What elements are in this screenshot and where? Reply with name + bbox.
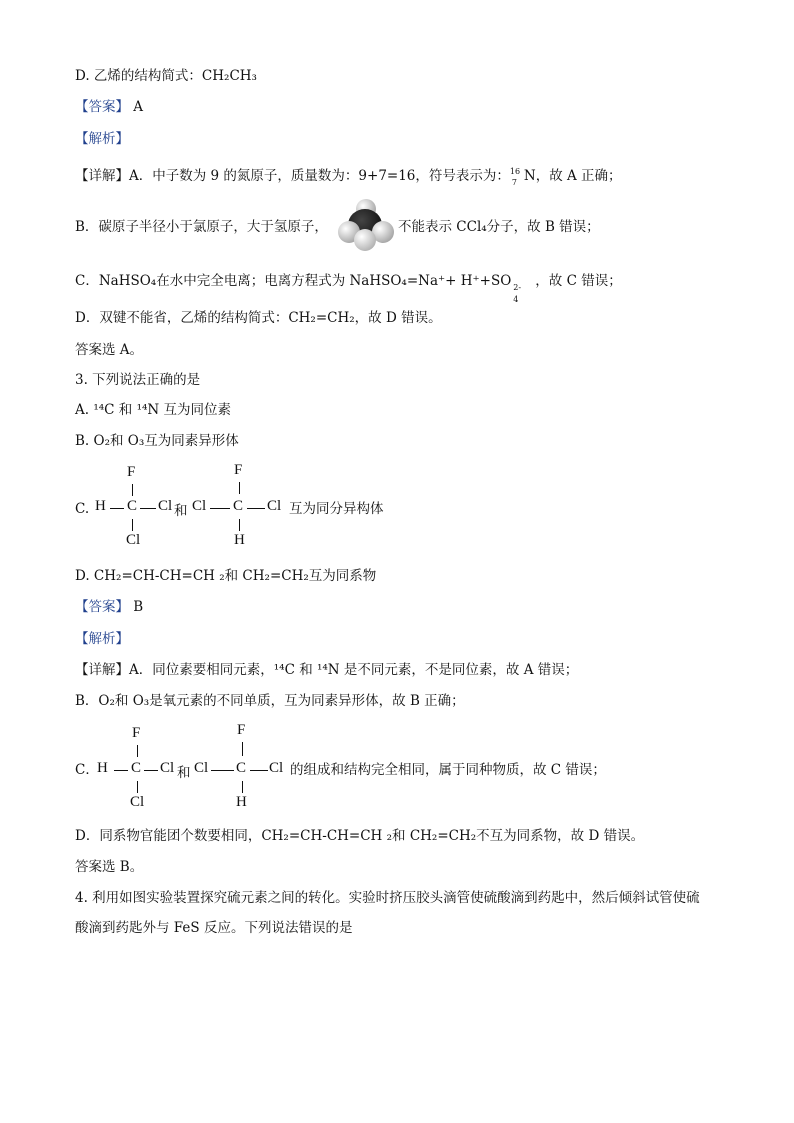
struct1-f: F xyxy=(127,464,136,480)
q2-analysis-tag: 【解析】 xyxy=(75,131,129,147)
bond xyxy=(247,508,265,509)
q3-detail-c-label: C． xyxy=(75,762,99,778)
struct2-cl-left: Cl xyxy=(192,498,207,514)
q2-option-d: D. 乙烯的结构简式：CH₂CH₃ xyxy=(75,68,257,84)
model-atom-bottom xyxy=(354,229,376,251)
bond xyxy=(132,519,133,531)
struct3-h: H xyxy=(97,760,108,776)
q3-option-c-label: C. xyxy=(75,501,90,517)
struct2-h: H xyxy=(234,532,245,548)
struct3-cl-bottom: Cl xyxy=(130,794,145,810)
q3-option-a: A. ¹⁴C 和 ¹⁴N 互为同位素 xyxy=(75,402,231,418)
struct3-cl: Cl xyxy=(160,760,175,776)
q3-detail-c-suffix: 的组成和结构完全相同，属于同种物质，故 C 错误； xyxy=(290,762,606,778)
struct4-cl-right: Cl xyxy=(269,760,284,776)
struct3-f: F xyxy=(132,725,141,741)
answer-value: B xyxy=(133,599,144,615)
q2-detail-a-text: A．中子数为 9 的氮原子，质量数为：9+7=16，符号表示为： xyxy=(129,168,510,184)
atomic-number: 7 xyxy=(511,178,517,187)
struct4-c: C xyxy=(236,760,247,776)
q3-option-b: B. O₂和 O₃互为同素异形体 xyxy=(75,433,239,449)
q3-analysis-tag: 【解析】 xyxy=(75,631,129,647)
q2-detail-c-end: ，故 C 错误； xyxy=(535,273,622,289)
bond xyxy=(239,519,240,531)
bond xyxy=(110,508,124,509)
bond xyxy=(210,508,230,509)
struct2-cl-right: Cl xyxy=(267,498,282,514)
q2-detail-a xyxy=(75,166,622,185)
mass-number: 16 xyxy=(509,167,521,176)
q2-choose: 答案选 A。 xyxy=(75,342,144,358)
methane-space-filling-model xyxy=(336,199,396,251)
q2-detail-c xyxy=(75,272,622,304)
bond xyxy=(137,781,138,793)
detail-tag: 【详解】 xyxy=(75,662,129,678)
struct2-c: C xyxy=(233,498,244,514)
q3-option-d: D. CH₂=CH-CH=CH ₂和 CH₂=CH₂互为同系物 xyxy=(75,568,377,584)
struct1-cl-bottom: Cl xyxy=(126,532,141,548)
q2-detail-b-end: 不能表示 CCl₄分子，故 B 错误； xyxy=(398,219,600,235)
q3-choose: 答案选 B。 xyxy=(75,859,144,875)
q3-detail-d: D．同系物官能团个数要相同，CH₂=CH-CH=CH ₂和 CH₂=CH₂不互为同系物，故 D 错误。 xyxy=(75,828,645,844)
bond xyxy=(132,484,133,496)
struct1-h: H xyxy=(95,498,106,514)
q3-stem: 3. 下列说法正确的是 xyxy=(75,372,201,388)
ion-charge-sup: 2- xyxy=(513,283,522,292)
detail-tag: 【详解】 xyxy=(75,168,129,184)
struct4-cl-left: Cl xyxy=(194,760,209,776)
q2-detail-b xyxy=(75,218,328,236)
struct3-c: C xyxy=(131,760,142,776)
struct-and: 和 xyxy=(174,503,188,519)
q3-detail-b: B．O₂和 O₃是氧元素的不同单质，互为同素异形体，故 B 正确； xyxy=(75,693,465,709)
q2-detail-b-text: B．碳原子半径小于氯原子，大于氢原子， xyxy=(75,219,328,235)
answer-value: A xyxy=(133,99,144,115)
q4-stem-line1: 4. 利用如图实验装置探究硫元素之间的转化。实验时挤压胶头滴管使硫酸滴到药匙中，然后倾斜试管使硫 xyxy=(75,890,700,906)
answer-tag: 【答案】 xyxy=(75,599,129,615)
ion-charge-sub: 4 xyxy=(513,295,519,304)
q2-detail-c-text: C．NaHSO₄在水中完全电离；电离方程式为 NaHSO₄=Na⁺+ H⁺+SO xyxy=(75,273,512,289)
bond xyxy=(211,770,234,771)
bond xyxy=(140,508,156,509)
q3-answer xyxy=(75,598,143,616)
q3-option-c-suffix: 互为同分异构体 xyxy=(289,501,384,517)
q2-detail-a-end: ，故 A 正确； xyxy=(535,168,622,184)
q2-detail-d: D．双键不能省，乙烯的结构简式：CH₂=CH₂，故 D 错误。 xyxy=(75,310,442,326)
q2-answer xyxy=(75,98,143,116)
answer-tag: 【答案】 xyxy=(75,99,129,115)
struct4-h: H xyxy=(236,794,247,810)
bond xyxy=(239,482,240,494)
q4-stem-line2: 酸滴到药匙外与 FeS 反应。下列说法错误的是 xyxy=(75,920,353,936)
bond xyxy=(114,770,128,771)
bond xyxy=(242,781,243,793)
struct1-cl: Cl xyxy=(158,498,173,514)
struct-and: 和 xyxy=(177,765,191,781)
struct1-c: C xyxy=(127,498,138,514)
bond xyxy=(144,770,158,771)
nuclide-symbol: N xyxy=(523,168,536,184)
bond xyxy=(137,745,138,757)
struct4-f: F xyxy=(237,722,246,738)
bond xyxy=(242,742,243,756)
q3-detail-a-text: A．同位素要相同元素，¹⁴C 和 ¹⁴N 是不同元素，不是同位素，故 A 错误； xyxy=(129,662,579,678)
q3-detail-a xyxy=(75,661,578,679)
nuclide-notation xyxy=(509,166,524,187)
struct2-f: F xyxy=(234,462,243,478)
bond xyxy=(250,770,268,771)
